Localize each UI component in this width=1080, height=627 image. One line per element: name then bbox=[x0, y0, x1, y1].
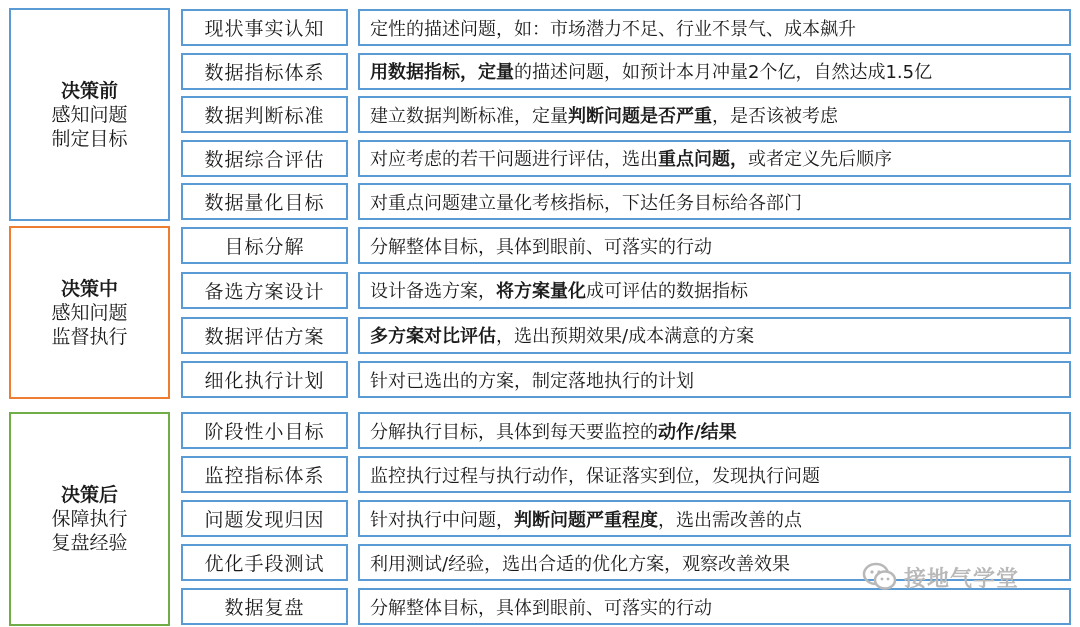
description-text: 的描述问题，如预计本月冲量2个亿，自然达成1.5亿 bbox=[514, 62, 933, 84]
description-emphasis: 用数据指标，定量 bbox=[370, 62, 514, 84]
phase-title: 决策前 bbox=[60, 79, 118, 102]
phase-box-2 bbox=[9, 226, 170, 399]
step-description bbox=[358, 9, 1071, 46]
description-text: ，是否该被考虑 bbox=[712, 105, 838, 127]
description-text: 分解整体目标，具体到眼前、可落实的行动 bbox=[370, 597, 712, 619]
description-emphasis: 将方案量化 bbox=[496, 281, 586, 303]
phase-subtitle-line: 保障执行 bbox=[51, 508, 128, 530]
description-text: ，选出预期效果/成本满意的方案 bbox=[496, 326, 755, 348]
step-description bbox=[358, 317, 1071, 354]
step-label: 监控指标体系 bbox=[181, 456, 348, 493]
step-label: 数据评估方案 bbox=[181, 317, 348, 354]
description-text: 成可评估的数据指标 bbox=[586, 281, 748, 303]
phase-title: 决策中 bbox=[60, 277, 118, 300]
phase-subtitle-line: 复盘经验 bbox=[51, 532, 128, 554]
phase-subtitle-line: 监督执行 bbox=[51, 325, 128, 348]
step-label: 优化手段测试 bbox=[181, 544, 348, 581]
description-emphasis: 多方案对比评估 bbox=[370, 326, 496, 348]
step-description bbox=[358, 456, 1071, 493]
step-label: 数据量化目标 bbox=[181, 183, 348, 220]
step-description bbox=[358, 96, 1071, 133]
step-description bbox=[358, 412, 1071, 449]
description-text: 或者定义先后顺序 bbox=[748, 149, 892, 171]
step-description bbox=[358, 227, 1071, 264]
description-emphasis: 判断问题是否严重 bbox=[568, 105, 712, 127]
description-text: 利用测试/经验，选出合适的优化方案，观察改善效果 bbox=[370, 553, 791, 575]
description-text: 对重点问题建立量化考核指标，下达任务目标给各部门 bbox=[370, 192, 802, 214]
phase-box-1 bbox=[9, 8, 170, 221]
description-text: 建立数据判断标准，定量 bbox=[370, 105, 568, 127]
wechat-icon bbox=[862, 562, 898, 592]
step-label: 数据综合评估 bbox=[181, 140, 348, 177]
description-text: 监控执行过程与执行动作，保证落实到位，发现执行问题 bbox=[370, 465, 820, 487]
step-description bbox=[358, 361, 1071, 398]
step-description bbox=[358, 53, 1071, 90]
phase-subtitle-line: 感知问题 bbox=[51, 301, 128, 324]
description-emphasis: 重点问题， bbox=[658, 149, 748, 171]
phase-box-3 bbox=[9, 412, 170, 626]
phase-subtitle-line: 感知问题 bbox=[51, 103, 128, 126]
step-label: 数据判断标准 bbox=[181, 96, 348, 133]
step-description bbox=[358, 140, 1071, 177]
description-text: ，选出需改善的点 bbox=[658, 509, 802, 531]
step-label: 细化执行计划 bbox=[181, 361, 348, 398]
phase-subtitle-line: 制定目标 bbox=[51, 127, 128, 150]
description-text: 设计备选方案， bbox=[370, 281, 496, 303]
phase-title: 决策后 bbox=[60, 484, 118, 506]
step-label: 阶段性小目标 bbox=[181, 412, 348, 449]
description-text: 分解整体目标，具体到眼前、可落实的行动 bbox=[370, 236, 712, 258]
description-text: 对应考虑的若干问题进行评估，选出 bbox=[370, 149, 658, 171]
step-description bbox=[358, 183, 1071, 220]
description-text: 针对已选出的方案，制定落地执行的计划 bbox=[370, 370, 694, 392]
step-label: 数据复盘 bbox=[181, 588, 348, 625]
step-description bbox=[358, 272, 1071, 309]
step-label: 数据指标体系 bbox=[181, 53, 348, 90]
description-text: 定性的描述问题，如：市场潜力不足、行业不景气、成本飙升 bbox=[370, 18, 856, 40]
watermark bbox=[862, 560, 1019, 594]
watermark-text: 接地气学堂 bbox=[904, 566, 1020, 592]
step-label: 目标分解 bbox=[181, 227, 348, 264]
step-description bbox=[358, 500, 1071, 537]
step-label: 现状事实认知 bbox=[181, 9, 348, 46]
step-label: 备选方案设计 bbox=[181, 272, 348, 309]
description-text: 分解执行目标，具体到每天要监控的 bbox=[370, 421, 658, 443]
description-emphasis: 判断问题严重程度 bbox=[514, 509, 658, 531]
description-emphasis: 动作/结果 bbox=[658, 421, 737, 443]
description-text: 针对执行中问题， bbox=[370, 509, 514, 531]
step-label: 问题发现归因 bbox=[181, 500, 348, 537]
